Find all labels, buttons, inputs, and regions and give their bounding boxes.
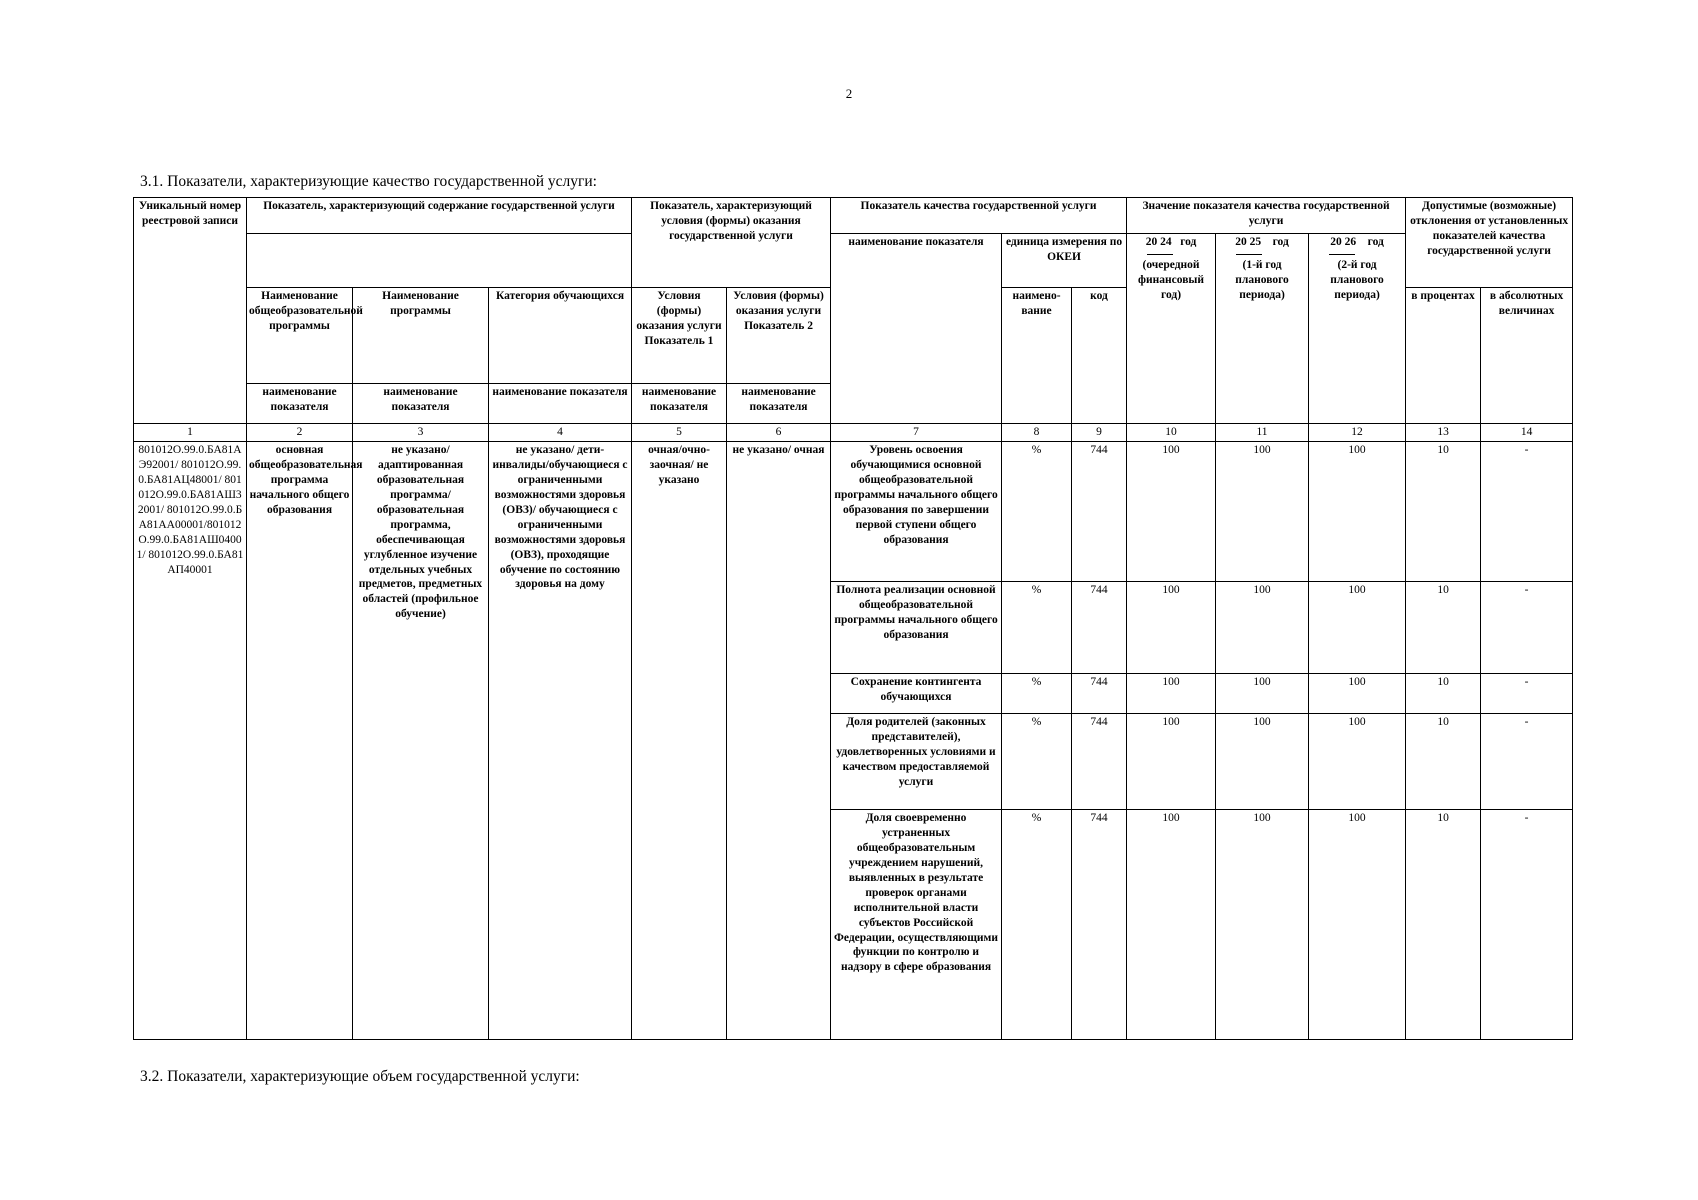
table-row xyxy=(134,442,1573,582)
header-year3: 20 26 год (2-й год планового периода) xyxy=(1309,234,1406,424)
unit-value: % xyxy=(1002,674,1072,714)
column-number: 13 xyxy=(1406,424,1481,442)
code-value: 744 xyxy=(1072,810,1127,1040)
subheader-indicator-name-4: наименование показателя xyxy=(632,384,727,424)
header-unique-number: Уникальный номер реестровой записи xyxy=(134,198,247,424)
percent-value: 10 xyxy=(1406,442,1481,582)
year2-value: 100 xyxy=(1216,674,1309,714)
header-deviations: Допустимые (возможные) отклонения от установленных показателей качества государственной услуги xyxy=(1406,198,1573,288)
column-number: 7 xyxy=(831,424,1002,442)
year1-value: 100 xyxy=(1127,442,1216,582)
percent-value: 10 xyxy=(1406,582,1481,674)
header-content-spacer xyxy=(247,234,632,288)
unit-value: % xyxy=(1002,442,1072,582)
absolute-value: - xyxy=(1481,810,1573,1040)
column-number: 11 xyxy=(1216,424,1309,442)
quality-indicator-name: Уровень освоения обучающимися основной общеобразовательной программы начального общего образования по завершении первой ступени общего образования xyxy=(831,442,1002,582)
column-number: 3 xyxy=(353,424,489,442)
category-value: не указано/ дети-инвалиды/обучающиеся с ограниченными возможностями здоровья (ОВЗ)/ обучающиеся с ограниченными возможностями здоровья (ОВЗ), проходящие обучение по состоянию здоровья на дому xyxy=(489,442,632,1040)
year1-value: 100 xyxy=(1127,810,1216,1040)
header-indicator-value: Значение показателя качества государственной услуги xyxy=(1127,198,1406,234)
cond2-value: не указано/ очная xyxy=(727,442,831,1040)
code-value: 744 xyxy=(1072,674,1127,714)
column-number: 1 xyxy=(134,424,247,442)
quality-indicator-name: Сохранение контингента обучающихся xyxy=(831,674,1002,714)
percent-value: 10 xyxy=(1406,810,1481,1040)
year1-value: 100 xyxy=(1127,714,1216,810)
header-cond1: Условия (формы) оказания услуги Показатель 1 xyxy=(632,288,727,384)
program-name-value: основная общеобразовательная программа начального общего образования xyxy=(247,442,353,1040)
column-number: 12 xyxy=(1309,424,1406,442)
year3-value: 100 xyxy=(1309,674,1406,714)
code-value: 744 xyxy=(1072,442,1127,582)
percent-value: 10 xyxy=(1406,674,1481,714)
quality-indicator-name: Доля родителей (законных представителей), удовлетворенных условиями и качеством предоставляемой услуги xyxy=(831,714,1002,810)
header-category: Категория обучающихся xyxy=(489,288,632,384)
year2-value: 100 xyxy=(1216,714,1309,810)
column-number: 9 xyxy=(1072,424,1127,442)
year3-value: 100 xyxy=(1309,582,1406,674)
absolute-value: - xyxy=(1481,714,1573,810)
column-number: 8 xyxy=(1002,424,1072,442)
unit-value: % xyxy=(1002,714,1072,810)
absolute-value: - xyxy=(1481,442,1573,582)
header-cond2: Условия (формы) оказания услуги Показатель 2 xyxy=(727,288,831,384)
year3-value: 100 xyxy=(1309,810,1406,1040)
year2-value: 100 xyxy=(1216,810,1309,1040)
percent-value: 10 xyxy=(1406,714,1481,810)
absolute-value: - xyxy=(1481,582,1573,674)
year3-value: 100 xyxy=(1309,714,1406,810)
header-absolute: в абсолютных величинах xyxy=(1481,288,1573,424)
header-unit-okei: единица измерения по ОКЕИ xyxy=(1002,234,1127,288)
quality-indicator-name: Доля своевременно устраненных общеобразовательным учреждением нарушений, выявленных в результате проверок органами исполнительной власти субъектов Российской Федерации, осуществляющими функции по контролю и надзору в сфере образования xyxy=(831,810,1002,1040)
quality-indicator-name: Полнота реализации основной общеобразовательной программы начального общего образования xyxy=(831,582,1002,674)
subheader-indicator-name-1: наименование показателя xyxy=(247,384,353,424)
program-value: не указано/ адаптированная образовательная программа/ образовательная программа, обеспечивающая углубленное изучение отдельных учебных предметов, предметных областей (профильное обучение) xyxy=(353,442,489,1040)
header-program-name: Наименование общеобразовательной программы xyxy=(247,288,353,384)
section-title-volume: 3.2. Показатели, характеризующие объем государственной услуги: xyxy=(140,1068,580,1085)
column-number: 4 xyxy=(489,424,632,442)
year1-value: 100 xyxy=(1127,674,1216,714)
header-unit-name: наимено-вание xyxy=(1002,288,1072,424)
code-value: 744 xyxy=(1072,582,1127,674)
column-number: 10 xyxy=(1127,424,1216,442)
section-title-quality: 3.1. Показатели, характеризующие качество государственной услуги: xyxy=(140,173,597,190)
column-numbers-row xyxy=(134,424,1573,442)
column-number: 14 xyxy=(1481,424,1573,442)
registry-number: 801012О.99.0.БА81АЭ92001/ 801012О.99.0.БА81АЦ48001/ 801012О.99.0.БА81АШ32001/ 801012О.99.0.БА81АА00001/801012О.99.0.БА81АШ04001/ 801012О.99.0.БА81АП40001 xyxy=(134,442,247,1040)
column-number: 2 xyxy=(247,424,353,442)
year3-value: 100 xyxy=(1309,442,1406,582)
header-content-indicator: Показатель, характеризующий содержание государственной услуги xyxy=(247,198,632,234)
header-quality-name: наименование показателя xyxy=(831,234,1002,424)
header-year1: 20 24 год (очередной финансовый год) xyxy=(1127,234,1216,424)
cond1-value: очная/очно-заочная/ не указано xyxy=(632,442,727,1040)
column-number: 6 xyxy=(727,424,831,442)
subheader-indicator-name-2: наименование показателя xyxy=(353,384,489,424)
unit-value: % xyxy=(1002,582,1072,674)
header-percent: в процентах xyxy=(1406,288,1481,424)
page-number: 2 xyxy=(845,86,853,101)
header-year2: 20 25 год (1-й год планового периода) xyxy=(1216,234,1309,424)
absolute-value: - xyxy=(1481,674,1573,714)
header-quality-indicator: Показатель качества государственной услуги xyxy=(831,198,1127,234)
year2-value: 100 xyxy=(1216,442,1309,582)
year2-value: 100 xyxy=(1216,582,1309,674)
year1-value: 100 xyxy=(1127,582,1216,674)
header-conditions-indicator: Показатель, характеризующий условия (формы) оказания государственной услуги xyxy=(632,198,831,288)
subheader-indicator-name-3: наименование показателя xyxy=(489,384,632,424)
header-program: Наименование программы xyxy=(353,288,489,384)
header-unit-code: код xyxy=(1072,288,1127,424)
unit-value: % xyxy=(1002,810,1072,1040)
column-number: 5 xyxy=(632,424,727,442)
subheader-indicator-name-5: наименование показателя xyxy=(727,384,831,424)
quality-indicators-table xyxy=(133,197,1573,1040)
code-value: 744 xyxy=(1072,714,1127,810)
